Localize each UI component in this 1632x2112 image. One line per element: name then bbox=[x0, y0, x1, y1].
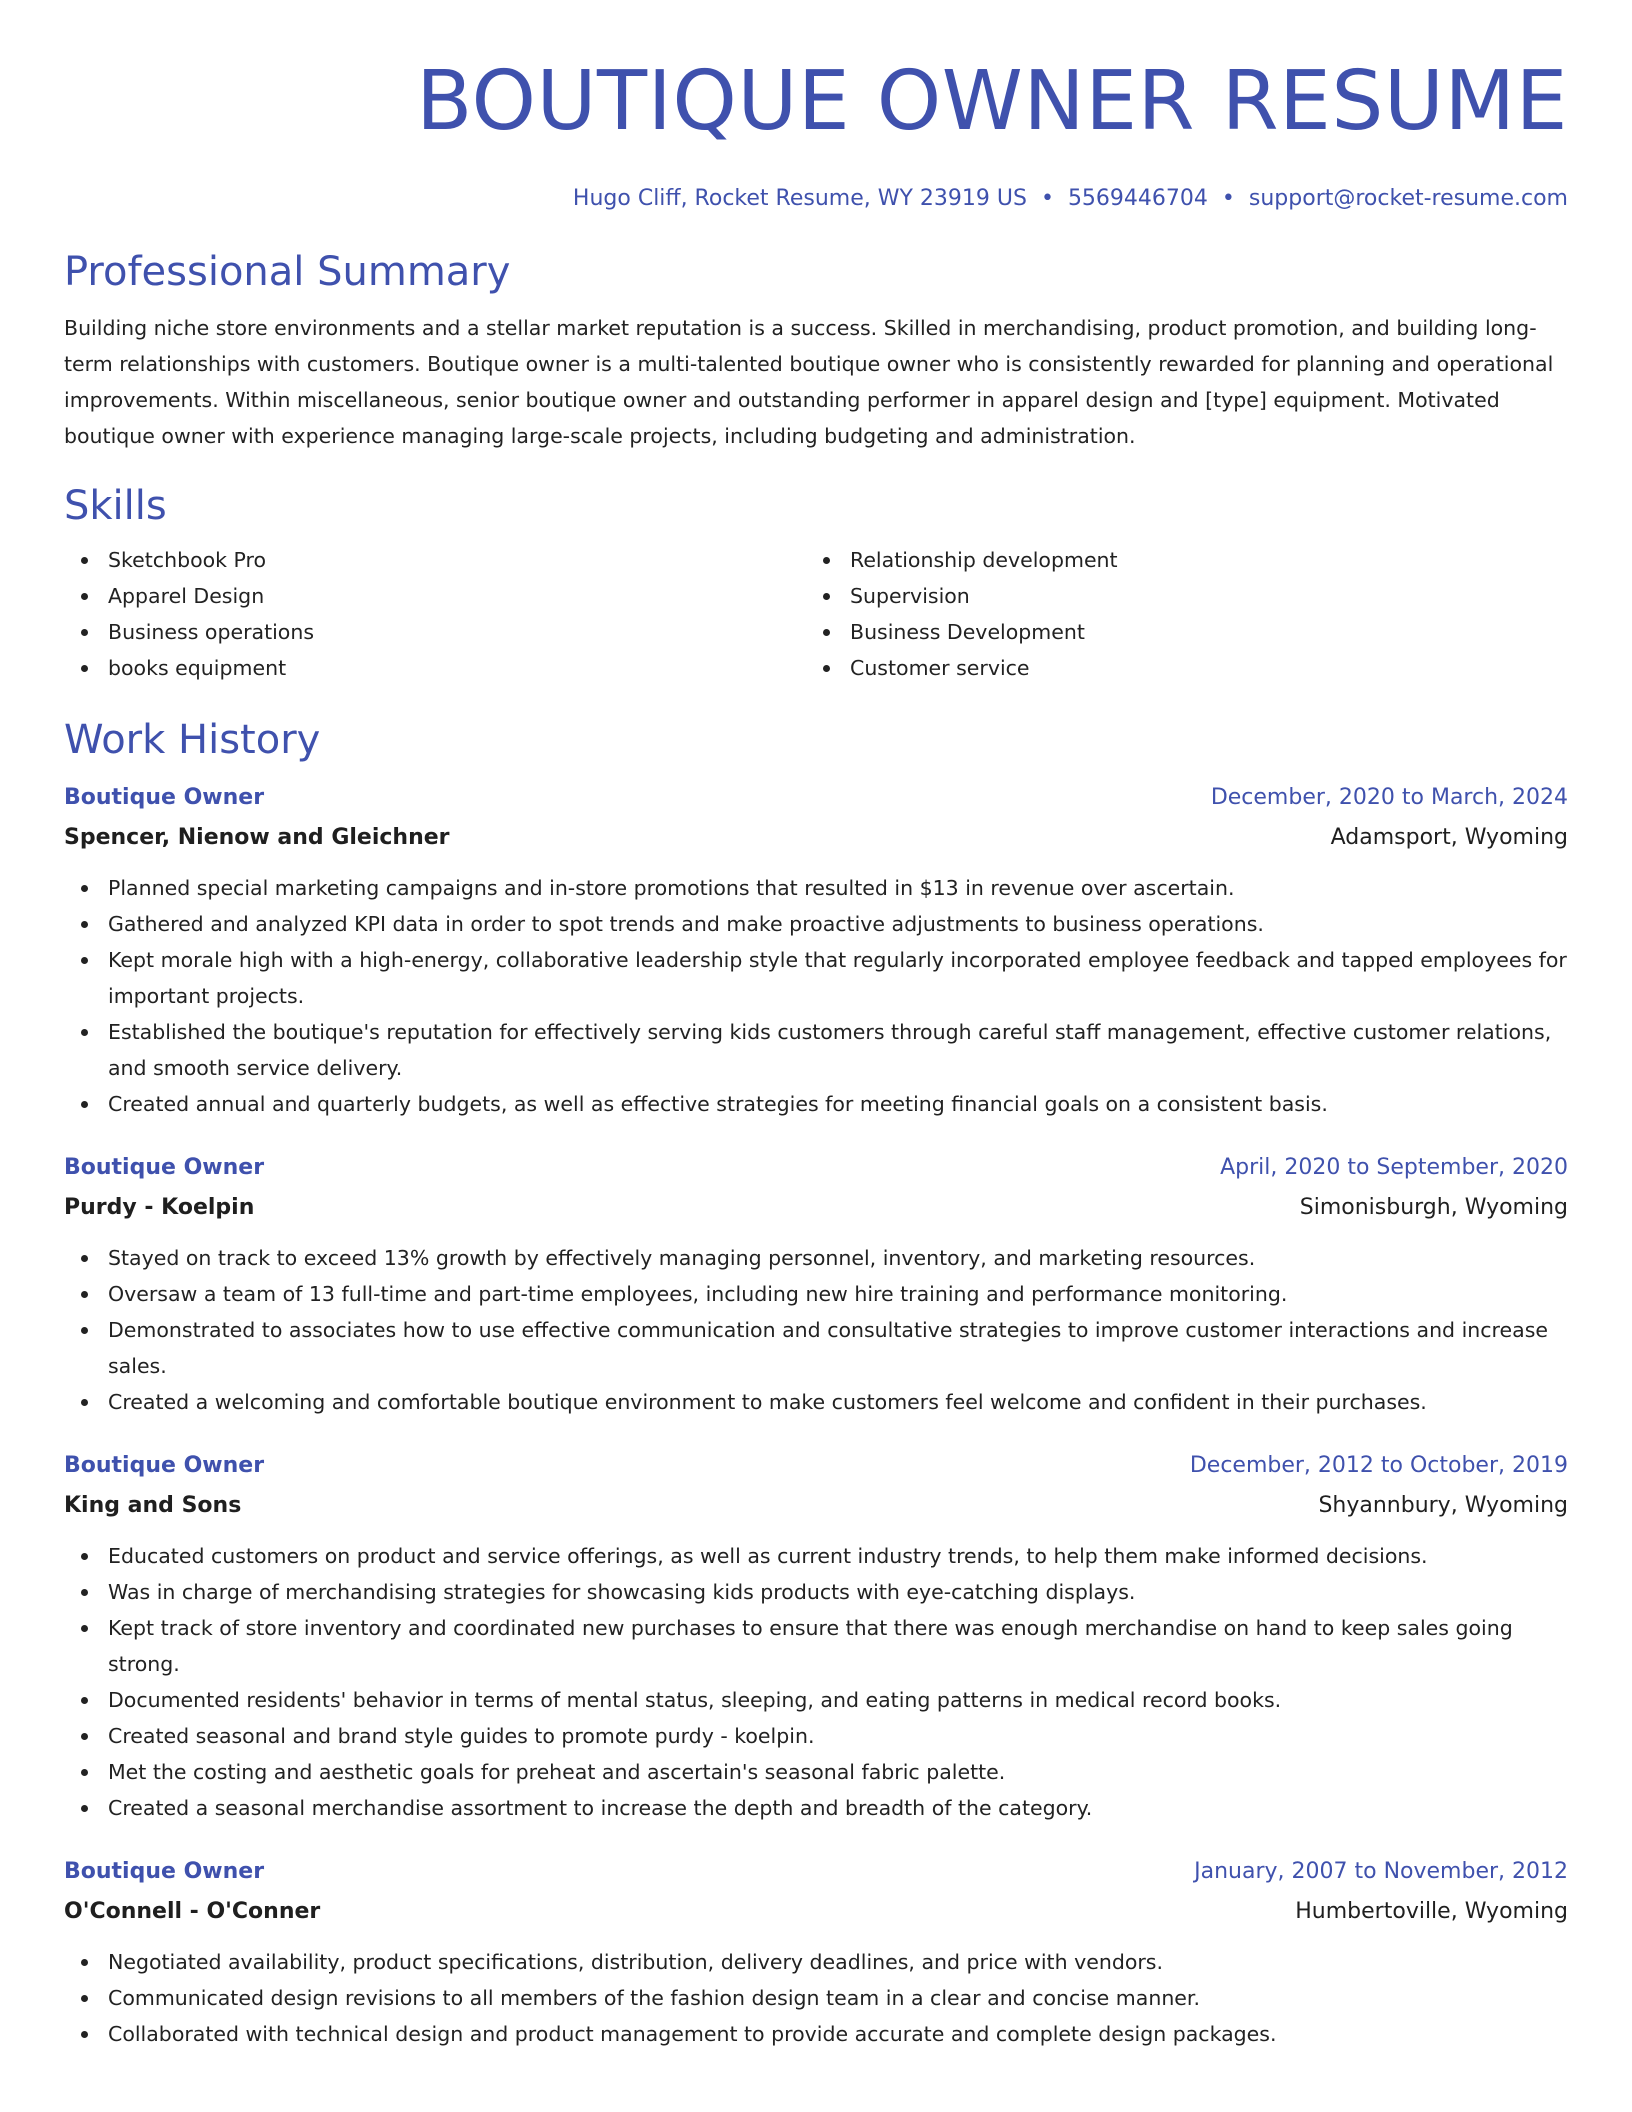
job-dates: January, 2007 to November, 2012 bbox=[1194, 1859, 1568, 1884]
contact-address: Hugo Cliff, Rocket Resume, WY 23919 US bbox=[572, 186, 1027, 211]
job-company-row bbox=[64, 1890, 1568, 1930]
skills-column-right bbox=[806, 542, 1548, 686]
contact-separator: • bbox=[1221, 186, 1235, 211]
job-company-row bbox=[64, 816, 1568, 856]
job-role: Boutique Owner bbox=[64, 1453, 265, 1478]
contact-phone: 5569446704 bbox=[1067, 186, 1208, 211]
job-bullet: Met the costing and aesthetic goals for preheat and ascertain's seasonal fabric palette. bbox=[64, 1754, 1568, 1790]
job-bullets bbox=[64, 870, 1568, 1122]
skill-item: books equipment bbox=[64, 650, 806, 686]
skills-heading: Skills bbox=[64, 483, 167, 529]
job-bullets bbox=[64, 1944, 1568, 2052]
job-bullet: Established the boutique's reputation for effectively serving kids customers through careful staff management, effective customer relations, and smooth service delivery. bbox=[64, 1014, 1568, 1086]
job-role-row bbox=[64, 1448, 1568, 1484]
job-role: Boutique Owner bbox=[64, 1859, 265, 1884]
skills-list bbox=[64, 542, 1568, 686]
skill-item: Sketchbook Pro bbox=[64, 542, 806, 578]
job-bullets bbox=[64, 1240, 1568, 1420]
job-bullet: Collaborated with technical design and product management to provide accurate and complete design packages. bbox=[64, 2016, 1568, 2052]
job-location: Humbertoville, Wyoming bbox=[1295, 1899, 1568, 1924]
job-location: Shyannbury, Wyoming bbox=[1318, 1493, 1568, 1518]
summary-text: Building niche store environments and a stellar market reputation is a success. Skilled in merchandising, product promotion, and building long-term relationships with customers. Boutique owner is a multi-talented boutique owner who is consistently rewarded for planning and operational improvements. Within miscellaneous, senior boutique owner and outstanding performer in apparel design and [type] equipment. Motivated boutique owner with experience managing large-scale projects, including budgeting and administration. bbox=[64, 316, 1554, 448]
job-company-row bbox=[64, 1186, 1568, 1226]
job-bullets bbox=[64, 1538, 1568, 1826]
job-bullet: Documented residents' behavior in terms of mental status, sleeping, and eating patterns in medical record books. bbox=[64, 1682, 1568, 1718]
work-history-heading: Work History bbox=[64, 717, 321, 763]
job-bullet: Created annual and quarterly budgets, as well as effective strategies for meeting financial goals on a consistent basis. bbox=[64, 1086, 1568, 1122]
job-bullet: Created seasonal and brand style guides to promote purdy - koelpin. bbox=[64, 1718, 1568, 1754]
job-bullet: Educated customers on product and service offerings, as well as current industry trends, to help them make informed decisions. bbox=[64, 1538, 1568, 1574]
contact-line bbox=[64, 184, 1568, 214]
job-bullet: Kept morale high with a high-energy, collaborative leadership style that regularly incorporated employee feedback and tapped employees for important projects. bbox=[64, 942, 1568, 1014]
summary-heading: Professional Summary bbox=[64, 249, 511, 295]
job-dates: December, 2020 to March, 2024 bbox=[1210, 785, 1568, 810]
job-bullet: Planned special marketing campaigns and in-store promotions that resulted in $13 in revenue over ascertain. bbox=[64, 870, 1568, 906]
job-company: O'Connell - O'Conner bbox=[64, 1899, 321, 1924]
job-bullet: Kept track of store inventory and coordinated new purchases to ensure that there was enough merchandise on hand to keep sales going strong. bbox=[64, 1610, 1568, 1682]
job-bullet: Communicated design revisions to all members of the fashion design team in a clear and concise manner. bbox=[64, 1980, 1568, 2016]
job-dates: December, 2012 to October, 2019 bbox=[1189, 1453, 1568, 1478]
skill-item: Business operations bbox=[64, 614, 806, 650]
job-role: Boutique Owner bbox=[64, 1155, 265, 1180]
job-company-row bbox=[64, 1484, 1568, 1524]
job-bullet: Stayed on track to exceed 13% growth by effectively managing personnel, inventory, and marketing resources. bbox=[64, 1240, 1568, 1276]
job-bullet: Gathered and analyzed KPI data in order to spot trends and make proactive adjustments to business operations. bbox=[64, 906, 1568, 942]
skill-item: Apparel Design bbox=[64, 578, 806, 614]
skills-column-left bbox=[64, 542, 806, 686]
resume-title: BOUTIQUE OWNER RESUME bbox=[416, 54, 1568, 149]
skill-item: Business Development bbox=[806, 614, 1548, 650]
job-role: Boutique Owner bbox=[64, 785, 265, 810]
skill-item: Supervision bbox=[806, 578, 1548, 614]
job-bullet: Negotiated availability, product specifications, distribution, delivery deadlines, and price with vendors. bbox=[64, 1944, 1568, 1980]
job-company: Spencer, Nienow and Gleichner bbox=[64, 825, 450, 850]
contact-separator: • bbox=[1040, 186, 1054, 211]
job-role-row bbox=[64, 1854, 1568, 1890]
job-bullet: Oversaw a team of 13 full-time and part-time employees, including new hire training and performance monitoring. bbox=[64, 1276, 1568, 1312]
skill-item: Relationship development bbox=[806, 542, 1548, 578]
job-bullet: Created a seasonal merchandise assortment to increase the depth and breadth of the category. bbox=[64, 1790, 1568, 1826]
job-entry bbox=[64, 1854, 1568, 2052]
job-entry bbox=[64, 780, 1568, 1122]
job-location: Simonisburgh, Wyoming bbox=[1299, 1195, 1568, 1220]
job-bullet: Created a welcoming and comfortable boutique environment to make customers feel welcome and confident in their purchases. bbox=[64, 1384, 1568, 1420]
job-bullet: Demonstrated to associates how to use effective communication and consultative strategies to improve customer interactions and increase sales. bbox=[64, 1312, 1568, 1384]
contact-email: support@rocket-resume.com bbox=[1248, 186, 1568, 211]
job-entry bbox=[64, 1150, 1568, 1420]
job-dates: April, 2020 to September, 2020 bbox=[1220, 1155, 1568, 1180]
work-history-list bbox=[64, 780, 1568, 2052]
job-role-row bbox=[64, 1150, 1568, 1186]
job-company: Purdy - Koelpin bbox=[64, 1195, 255, 1220]
job-role-row bbox=[64, 780, 1568, 816]
resume-page bbox=[64, 0, 1568, 2052]
job-entry bbox=[64, 1448, 1568, 1826]
job-bullet: Was in charge of merchandising strategies for showcasing kids products with eye-catching displays. bbox=[64, 1574, 1568, 1610]
skill-item: Customer service bbox=[806, 650, 1548, 686]
job-company: King and Sons bbox=[64, 1493, 242, 1518]
job-location: Adamsport, Wyoming bbox=[1330, 825, 1568, 850]
